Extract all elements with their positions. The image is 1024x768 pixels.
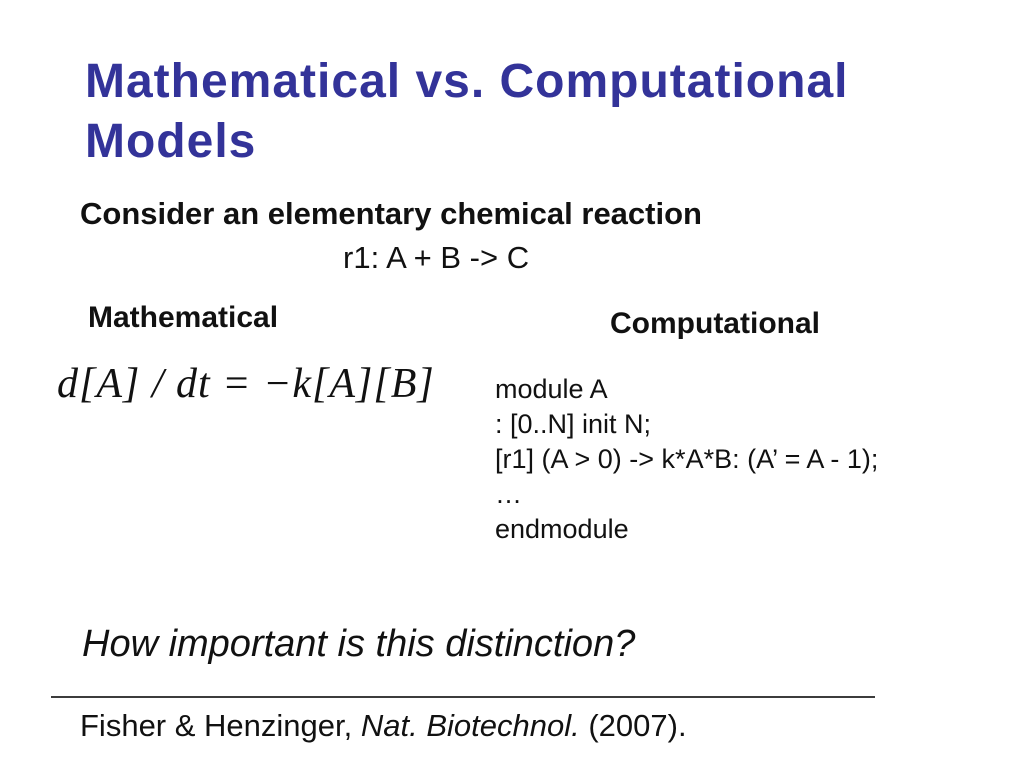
column-heading-computational: Computational (610, 307, 820, 340)
code-line: [r1] (A > 0) -> k*A*B: (A’ = A - 1); (495, 444, 879, 474)
reaction-formula: r1: A + B -> C (343, 240, 530, 275)
question-text: How important is this distinction? (82, 623, 636, 665)
citation-year: (2007). (579, 708, 687, 743)
code-block (495, 372, 878, 547)
code-line: endmodule (495, 514, 629, 544)
code-line: : [0..N] init N; (495, 409, 652, 439)
ode-equation: d[A] / dt = −k[A][B] (57, 361, 435, 407)
citation (80, 708, 687, 744)
column-heading-mathematical: Mathematical (88, 301, 279, 334)
divider-line (51, 696, 875, 698)
slide-title: Mathematical vs. Computational Models (85, 55, 849, 168)
code-line: module A (495, 374, 608, 404)
citation-journal: Nat. Biotechnol. (360, 708, 580, 743)
code-line: … (495, 479, 522, 509)
intro-heading: Consider an elementary chemical reaction (80, 196, 702, 231)
citation-authors: Fisher & Henzinger, (80, 708, 361, 743)
